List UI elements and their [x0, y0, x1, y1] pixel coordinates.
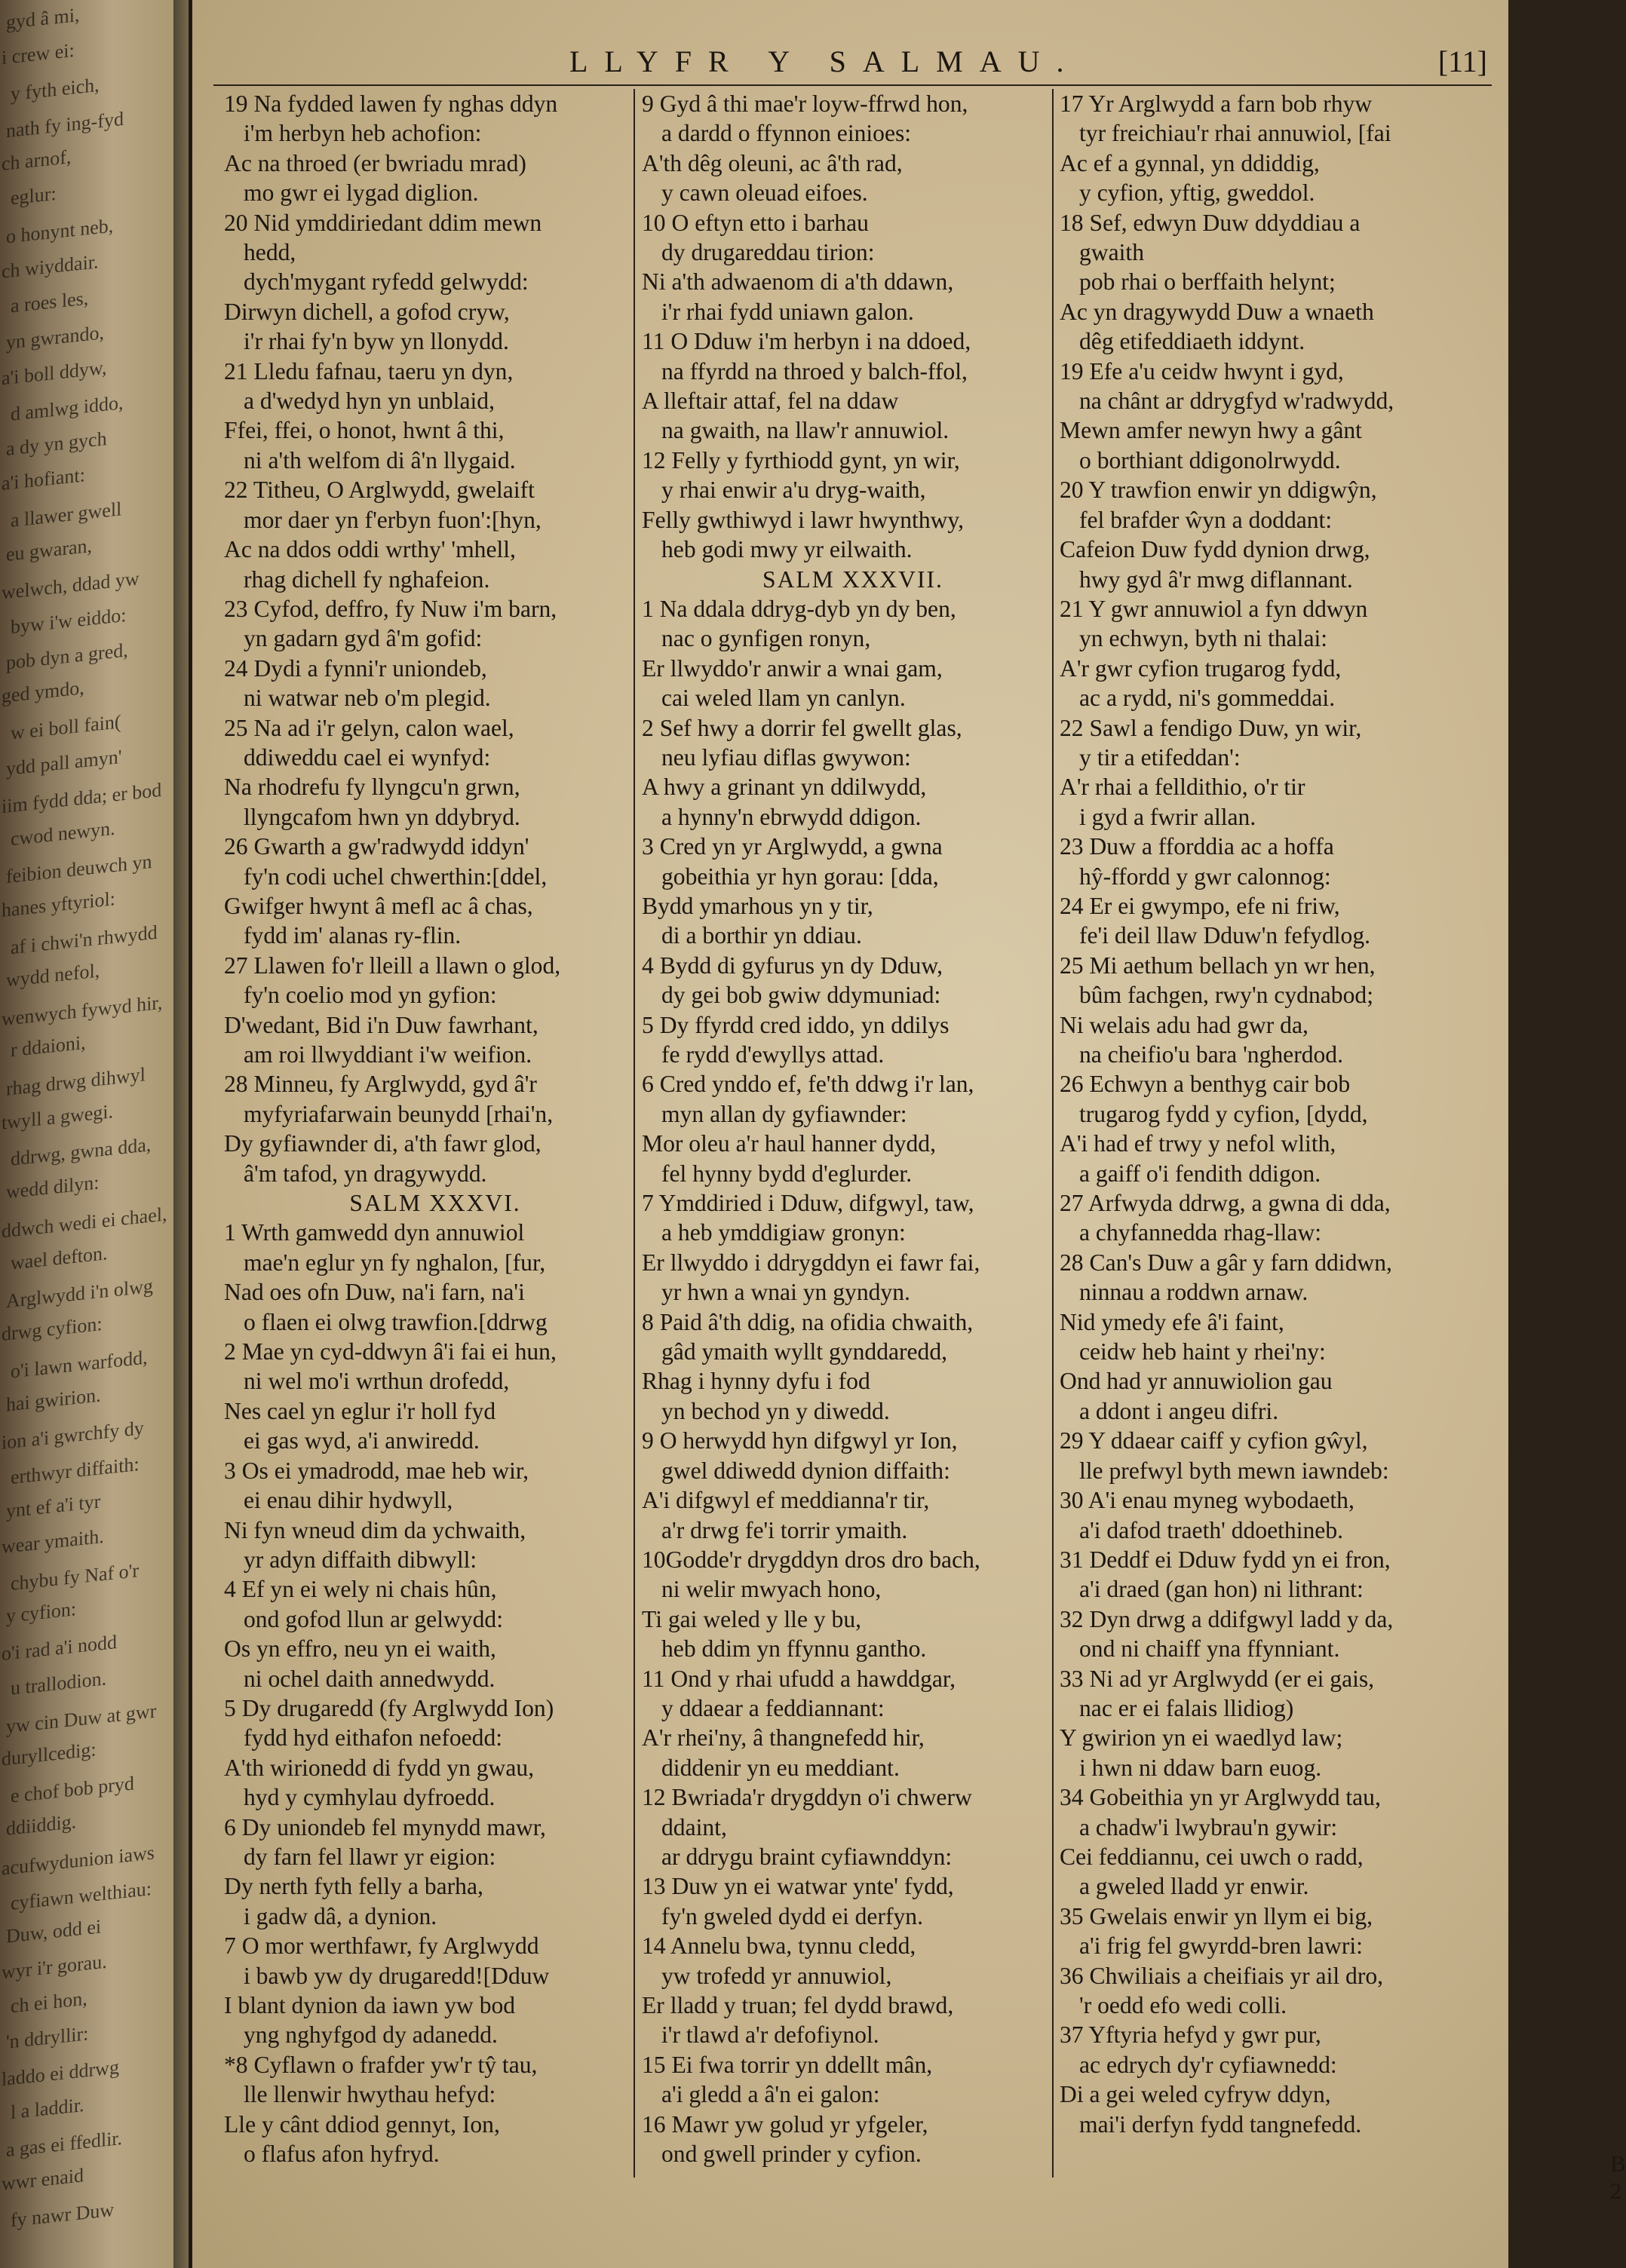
verse-continuation-line: pob rhai o berffaith helynt; [1079, 268, 1336, 296]
verse-continuation-line: na cheifio'u bara 'ngherdod. [1079, 1041, 1343, 1068]
verse-continuation-line: gwel ddiwedd dynion diffaith: [661, 1457, 950, 1484]
verse-continuation-line: a'i dafod traeth' ddoethineb. [1079, 1516, 1344, 1543]
verse-continuation-line: yng nghyfgod dy adanedd. [244, 2021, 498, 2049]
verse-line: Ond had yr annuwiolion gau [1060, 1368, 1333, 1395]
verse-line: 8 Paid â'th ddig, na ofidia chwaith, [642, 1308, 974, 1335]
verse-line: 35 Gwelais enwir yn llym ei big, [1060, 1902, 1373, 1929]
verse-continuation-line: i gadw dâ, a dynion. [244, 1902, 437, 1929]
left-page-fragment: l a laddir. [11, 2093, 84, 2124]
verse-continuation-line: hedd, [244, 239, 296, 266]
verse-continuation-line: llyngcafom hwn yn ddybryd. [244, 803, 520, 830]
left-page-fragment: af i chwi'n rhwydd [11, 921, 158, 959]
verse-continuation-line: a chyfannedda rhag-llaw: [1079, 1219, 1322, 1246]
verse-continuation-line: yn gadarn gyd â'm gofid: [244, 625, 483, 652]
left-page-fragment: ged ymdo, [2, 676, 84, 707]
verse-continuation-line: trugarog fydd y cyfion, [dydd, [1079, 1100, 1368, 1127]
verse-continuation-line: ni wel mo'i wrthun drofedd, [244, 1368, 510, 1395]
left-page-fragment: gyd â mi, [6, 3, 80, 34]
left-page-fragment: y fyth eich, [11, 73, 100, 106]
verse-line: 9 O herwydd hyn difgwyl yr Ion, [642, 1427, 958, 1454]
verse-line: 13 Duw yn ei watwar ynte' fydd, [642, 1873, 954, 1900]
verse-continuation-line: ni welir mwyach hono, [661, 1576, 882, 1603]
psalm-heading: SALM XXXVII. [762, 565, 943, 593]
verse-continuation-line: nac er ei falais llidiog) [1079, 1694, 1294, 1721]
verse-line: 17 Yr Arglwydd a farn bob rhyw [1060, 90, 1373, 117]
verse-line: 10Godde'r drygddyn dros dro bach, [642, 1546, 980, 1573]
verse-continuation-line: na ffyrdd na throed y balch-ffol, [661, 357, 968, 385]
verse-continuation-line: ar ddrygu braint cyfiawnddyn: [661, 1843, 953, 1870]
left-page-fragment: wwr enaid [2, 2164, 84, 2195]
verse-continuation-line: dy gei bob gwiw ddymuniad: [661, 982, 941, 1009]
verse-line: A'r rhai a felldithio, o'r tir [1060, 774, 1305, 801]
left-page-edge [0, 0, 189, 2268]
verse-line: 27 Arfwyda ddrwg, a gwna di dda, [1060, 1190, 1391, 1217]
verse-line: A'i had ef trwy y nefol wlith, [1060, 1130, 1336, 1157]
verse-line: Er lladd y truan; fel dydd brawd, [642, 1992, 954, 2018]
verse-line: 20 Y trawfion enwir yn ddigwŷn, [1060, 477, 1377, 504]
verse-line: *8 Cyflawn o frafder yw'r tŷ tau, [224, 2051, 538, 2078]
verse-line: 27 Llawen fo'r lleill a llawn o glod, [224, 952, 561, 979]
verse-continuation-line: o flafus afon hyfryd. [244, 2141, 440, 2168]
verse-line: 22 Sawl a fendigo Duw, yn wir, [1060, 714, 1362, 741]
left-page-fragment: a dy yn gych [6, 427, 107, 461]
verse-line: D'wedant, Bid i'n Duw fawrhant, [224, 1011, 538, 1038]
left-page-fragment: Duw, odd ei [6, 1915, 102, 1948]
left-page-fragment: w ei boll fain( [11, 710, 121, 744]
verse-line: Nid ymedy efe â'i faint, [1060, 1308, 1284, 1335]
verse-line: 19 Na fydded lawen fy nghas ddyn [224, 90, 558, 117]
verse-line: Cafeion Duw fydd dynion drwg, [1060, 536, 1370, 563]
verse-line: Ni a'th adwaenom di a'th ddawn, [642, 268, 954, 296]
left-page-fragment: erthwyr diffaith: [11, 1453, 140, 1488]
left-page-fragment: i crew ei: [2, 38, 75, 69]
verse-line: 1 Na ddala ddryg-dyb yn dy ben, [642, 595, 956, 622]
verse-continuation-line: i bawb yw dy drugaredd![Dduw [244, 1962, 550, 1989]
left-page-fragment: chybu fy Naf o'r [11, 1559, 140, 1595]
verse-line: Na rhodrefu fy llyngcu'n grwn, [224, 774, 520, 801]
verse-continuation-line: di a borthir yn ddiau. [661, 922, 862, 949]
left-page-fragment: duryllcedig: [2, 1738, 97, 1770]
left-page-fragment: cyfiawn welthiau: [11, 1877, 152, 1914]
left-page-fragment: ddiiddig. [6, 1810, 77, 1840]
verse-line: 4 Bydd di gyfurus yn dy Dduw, [642, 952, 943, 979]
verse-line: 7 O mor werthfawr, fy Arglwydd [224, 1932, 539, 1960]
left-page-fragment: wedd dilyn: [6, 1171, 100, 1203]
verse-continuation-line: mae'n eglur yn fy nghalon, [fur, [244, 1249, 546, 1276]
left-page-fragment: rhag drwg dihwyl [6, 1063, 146, 1100]
verse-continuation-line: yn bechod yn y diwedd. [661, 1397, 890, 1424]
verse-line: 21 Y gwr annuwiol a fyn ddwyn [1060, 595, 1368, 622]
verse-line: A lleftair attaf, fel na ddaw [642, 388, 899, 415]
verse-continuation-line: a chadw'i lwybrau'n gywir: [1079, 1813, 1338, 1840]
page-number: [11] [1437, 44, 1487, 78]
left-page-fragment: twyll a gwegi. [2, 1100, 114, 1134]
verse-continuation-line: i'r rhai fy'n byw yn llonydd. [244, 328, 509, 355]
verse-line: 6 Dy uniondeb fel mynydd mawr, [224, 1813, 546, 1840]
verse-line: Bydd ymarhous yn y tir, [642, 892, 873, 919]
verse-line: 12 Felly y fyrthiodd gynt, yn wir, [642, 446, 960, 474]
verse-continuation-line: ni watwar neb o'm plegid. [244, 685, 491, 712]
left-page-fragment: acufwydunion iaws [2, 1841, 155, 1880]
verse-line: Er llwyddo'r anwir a wnai gam, [642, 654, 943, 682]
verse-continuation-line: ei enau dihir hydwyll, [244, 1487, 453, 1514]
verse-continuation-line: dy farn fel llawr yr eigion: [244, 1843, 496, 1870]
text-column-2 [642, 89, 1064, 2168]
verse-continuation-line: gwaith [1079, 239, 1144, 266]
left-page-fragment: eu gwaran, [6, 535, 93, 565]
verse-continuation-line: ni a'th welfom di â'n llygaid. [244, 446, 516, 474]
left-page-fragment: a gas ei ffedlir. [6, 2126, 123, 2162]
verse-continuation-line: y ddaear a feddiannant: [661, 1694, 885, 1721]
verse-line: 15 Ei fwa torrir yn ddellt mân, [642, 2051, 933, 2078]
left-page-fragment: d amlwg iddo, [11, 391, 124, 425]
verse-line: 11 Ond y rhai ufudd a hawddgar, [642, 1665, 956, 1692]
verse-continuation-line: diddenir yn eu meddiant. [661, 1754, 900, 1781]
left-page-fragment: drwg cyfion: [2, 1312, 103, 1346]
verse-continuation-line: mai'i derfyn fydd tangnefedd. [1079, 2110, 1362, 2138]
verse-continuation-line: o borthiant ddigonolrwydd. [1079, 446, 1341, 474]
verse-continuation-line: ddiweddu cael ei wynfyd: [244, 743, 491, 771]
verse-line: 1 Wrth gamwedd dyn annuwiol [224, 1219, 525, 1246]
verse-continuation-line: yw trofedd yr annuwiol, [661, 1962, 892, 1989]
verse-line: 16 Mawr yw golud yr yfgeler, [642, 2110, 928, 2138]
verse-continuation-line: i'r rhai fydd uniawn galon. [661, 298, 914, 325]
verse-continuation-line: a'i gledd a â'n ei galon: [661, 2081, 880, 2108]
left-page-fragment: ddrwg, gwna dda, [11, 1133, 152, 1170]
header-rule [213, 84, 1492, 86]
verse-line: 33 Ni ad yr Arglwydd (er ei gais, [1060, 1665, 1375, 1692]
verse-continuation-line: ac edrych dy'r cyfiawnedd: [1079, 2051, 1337, 2078]
verse-continuation-line: fel brafder ŵyn a doddant: [1079, 506, 1333, 533]
verse-line: Dy nerth fyth felly a barha, [224, 1873, 483, 1900]
verse-continuation-line: yn echwyn, byth ni thalai: [1079, 625, 1328, 652]
verse-line: 14 Annelu bwa, tynnu cledd, [642, 1932, 916, 1960]
verse-continuation-line: a'i frig fel gwyrdd-bren lawri: [1079, 1932, 1363, 1960]
verse-continuation-line: fel hynny bydd d'eglurder. [661, 1160, 913, 1187]
verse-line: 36 Chwiliais a cheifiais yr ail dro, [1060, 1962, 1384, 1989]
verse-line: Mor oleu a'r haul hanner dydd, [642, 1130, 936, 1157]
verse-continuation-line: 'r oedd efo wedi colli. [1079, 1992, 1287, 2018]
verse-continuation-line: yr adyn diffaith dibwyll: [244, 1546, 477, 1573]
verse-line: 7 Ymddiried i Dduw, difgwyl, taw, [642, 1190, 974, 1217]
verse-line: A hwy a grinant yn ddilwydd, [642, 774, 927, 801]
left-page-fragment: ddwch wedi ei chael, [2, 1203, 167, 1243]
verse-line: 26 Echwyn a benthyg cair bob [1060, 1071, 1351, 1098]
verse-continuation-line: am roi llwyddiant i'w weifion. [244, 1041, 532, 1068]
left-page-fragment: fy nawr Duw [11, 2198, 115, 2232]
verse-continuation-line: hyd y cymhylau dyfroedd. [244, 1784, 495, 1811]
verse-continuation-line: na gwaith, na llaw'r annuwiol. [661, 417, 950, 444]
verse-line: 23 Duw a fforddia ac a hoffa [1060, 833, 1334, 860]
verse-continuation-line: hwy gyd â'r mwg diflannant. [1079, 565, 1353, 593]
verse-line: A'th wirionedd di fydd yn gwau, [224, 1754, 535, 1781]
verse-continuation-line: gobeithia yr hyn gorau: [dda, [661, 863, 939, 890]
verse-continuation-line: a dardd o ffynnon einioes: [661, 120, 912, 147]
verse-continuation-line: y rhai enwir a'u dryg-waith, [661, 477, 926, 504]
verse-line: 6 Cred ynddo ef, fe'th ddwg i'r lan, [642, 1071, 974, 1098]
left-page-fragment: wyr i'r gorau. [2, 1950, 107, 1984]
left-page-fragment: feibion deuwch yn [6, 850, 152, 888]
verse-line: 20 Nid ymddiriedant ddim mewn [224, 209, 542, 236]
verse-continuation-line: dêg etifeddiaeth iddynt. [1079, 328, 1305, 355]
verse-line: 28 Can's Duw a gâr y farn ddidwn, [1060, 1249, 1392, 1276]
left-page-fragment: wael defton. [11, 1242, 108, 1274]
left-page-fragment: ch wiyddair. [2, 250, 99, 283]
verse-continuation-line: ac a rydd, ni's gommeddai. [1079, 685, 1336, 712]
verse-continuation-line: cai weled llam yn canlyn. [661, 685, 906, 712]
verse-line: Ffei, ffei, o honot, hwnt â thi, [224, 417, 505, 444]
verse-continuation-line: bûm fachgen, rwy'n cydnabod; [1079, 982, 1373, 1009]
verse-continuation-line: ddaint, [661, 1813, 727, 1840]
verse-continuation-line: mor daer yn f'erbyn fuon':[hyn, [244, 506, 541, 533]
verse-continuation-line: ond gwell prinder y cyfion. [661, 2141, 922, 2168]
verse-continuation-line: y cawn oleuad eifoes. [661, 179, 868, 207]
verse-continuation-line: dych'mygant ryfedd gelwydd: [244, 268, 529, 296]
left-page-fragment: ydd pall amyn' [6, 745, 122, 780]
verse-continuation-line: a ddont i angeu difri. [1079, 1397, 1279, 1424]
verse-line: 5 Dy ffyrdd cred iddo, yn ddilys [642, 1011, 950, 1038]
verse-continuation-line: heb ddim yn ffynnu gantho. [661, 1635, 927, 1663]
left-page-fragment: cwod newyn. [11, 817, 115, 851]
verse-line: Y gwirion yn ei waedlyd law; [1060, 1724, 1343, 1752]
left-page-fragment: o'i lawn warfodd, [11, 1346, 148, 1383]
verse-line: 37 Yftyria hefyd y gwr pur, [1060, 2021, 1321, 2049]
left-page-fragment: iim fydd dda; er bod [2, 778, 162, 818]
verse-line: Nes cael yn eglur i'r holl fyd [224, 1397, 496, 1424]
left-page-fragment: a roes les, [11, 287, 89, 317]
verse-line: Ac na ddos oddi wrthy' 'mhell, [224, 536, 516, 563]
verse-continuation-line: fe'i deil llaw Dduw'n fefydlog. [1079, 922, 1371, 949]
verse-line: Ti gai weled y lle y bu, [642, 1605, 862, 1632]
verse-line: 31 Deddf ei Dduw fydd yn ei fron, [1060, 1546, 1391, 1573]
verse-line: 22 Titheu, O Arglwydd, gwelaift [224, 477, 535, 504]
verse-line: Gwifger hwynt â mefl ac â chas, [224, 892, 533, 919]
verse-continuation-line: myn allan dy gyfiawnder: [661, 1100, 907, 1127]
verse-line: Lle y cânt ddiod gennyt, Ion, [224, 2110, 500, 2138]
verse-continuation-line: â'm tafod, yn dragywydd. [244, 1160, 487, 1187]
right-page [192, 0, 1626, 2268]
verse-continuation-line: y cyfion, yftig, gweddol. [1079, 179, 1315, 207]
verse-continuation-line: a heb ymddigiaw gronyn: [661, 1219, 906, 1246]
text-column-3 [1060, 89, 1482, 2139]
verse-continuation-line: fy'n codi uchel chwerthin:[ddel, [244, 863, 548, 890]
left-page-fragment: wydd nefol, [6, 959, 100, 991]
verse-line: Ac yn dragywydd Duw a wnaeth [1060, 298, 1374, 325]
verse-line: Ni fyn wneud dim da ychwaith, [224, 1516, 526, 1543]
column-rule-1 [634, 89, 635, 2178]
left-page-fragment: ynt ef a'i tyr [6, 1490, 101, 1522]
left-page-fragment: a llawer gwell [11, 498, 122, 532]
verse-line: Cei feddiannu, cei uwch o radd, [1060, 1843, 1364, 1870]
verse-line: 18 Sef, edwyn Duw ddyddiau a [1060, 209, 1361, 236]
left-page-fragment: yw cin Duw at gwr [6, 1699, 157, 1738]
verse-continuation-line: ceidw heb haint y rhei'ny: [1079, 1338, 1326, 1365]
verse-line: I blant dynion da iawn yw bod [224, 1992, 516, 2018]
verse-continuation-line: nac o gynfigen ronyn, [661, 625, 871, 652]
verse-line: Rhag i hynny dyfu i fod [642, 1368, 870, 1395]
verse-continuation-line: fy'n coelio mod yn gyfion: [244, 982, 497, 1009]
verse-continuation-line: a'i draed (gan hon) ni lithrant: [1079, 1576, 1364, 1603]
verse-continuation-line: yr hwn a wnai yn gyndyn. [661, 1279, 910, 1306]
left-page-fragment: wear ymaith. [2, 1525, 104, 1558]
verse-continuation-line: a gweled lladd yr enwir. [1079, 1873, 1309, 1900]
verse-continuation-line: lle prefwyl byth mewn iawndeb: [1079, 1457, 1389, 1484]
verse-line: Dirwyn dichell, a gofod cryw, [224, 298, 510, 325]
left-page-fragment: r ddaioni, [11, 1031, 86, 1062]
verse-continuation-line: i hwn ni ddaw barn euog. [1079, 1754, 1322, 1781]
verse-continuation-line: fy'n gweled dydd ei derfyn. [661, 1902, 923, 1929]
verse-line: 21 Lledu fafnau, taeru yn dyn, [224, 357, 514, 385]
verse-line: 26 Gwarth a gw'radwydd iddyn' [224, 833, 529, 860]
column-rule-2 [1052, 89, 1054, 2178]
verse-line: 32 Dyn drwg a ddifgwyl ladd y da, [1060, 1605, 1394, 1632]
verse-line: 24 Er ei gwympo, efe ni friw, [1060, 892, 1340, 919]
left-page-fragment: Arglwydd i'n olwg [6, 1274, 153, 1313]
verse-continuation-line: na chânt ar ddrygfyd w'radwydd, [1079, 388, 1394, 415]
verse-line: 10 O eftyn etto i barhau [642, 209, 869, 236]
verse-continuation-line: rhag dichell fy nghafeion. [244, 565, 490, 593]
left-page-fragment: 'n ddryllir: [6, 2022, 89, 2053]
running-head: LLYFR Y SALMAU. [569, 44, 1081, 78]
left-page-fragment: wenwych fywyd hir, [2, 991, 163, 1031]
verse-continuation-line: ond ni chaiff yna ffynniant. [1079, 1635, 1340, 1663]
verse-line: 2 Mae yn cyd-ddwyn â'i fai ei hun, [224, 1338, 557, 1365]
verse-line: A'th dêg oleuni, ac â'th rad, [642, 149, 903, 176]
verse-continuation-line: a d'wedyd hyn yn unblaid, [244, 388, 495, 415]
left-page-fragment: ch arnof, [2, 146, 72, 175]
verse-continuation-line: a'r drwg fe'i torrir ymaith. [661, 1516, 908, 1543]
left-page-fragment: hai gwirion. [6, 1384, 101, 1416]
verse-continuation-line: fe rydd d'ewyllys attad. [661, 1041, 885, 1068]
verse-line: 29 Y ddaear caiff y cyfion gŵyl, [1060, 1427, 1368, 1454]
verse-line: A'r gwr cyfion trugarog fydd, [1060, 654, 1342, 682]
verse-line: 2 Sef hwy a dorrir fel gwellt glas, [642, 714, 962, 741]
verse-continuation-line: a hynny'n ebrwydd ddigon. [661, 803, 922, 830]
verse-line: A'i difgwyl ef meddianna'r tir, [642, 1487, 930, 1514]
psalm-heading: SALM XXXVI. [349, 1190, 521, 1217]
verse-line: Felly gwthiwyd i lawr hwynthwy, [642, 506, 965, 533]
left-page-fragment: yn gwrando, [6, 321, 104, 354]
verse-continuation-line: i'r tlawd a'r defofiynol. [661, 2021, 879, 2049]
verse-continuation-line: ni ochel daith annedwydd. [244, 1665, 495, 1692]
verse-continuation-line: ninnau a roddwn arnaw. [1079, 1279, 1308, 1306]
verse-line: 25 Na ad i'r gelyn, calon wael, [224, 714, 514, 741]
verse-line: Er llwyddo i ddrygddyn ei fawr fai, [642, 1249, 980, 1276]
left-page-fragment: o honynt neb, [6, 214, 114, 248]
verse-continuation-line: neu lyfiau diflas gwywon: [661, 743, 911, 771]
verse-continuation-line: ond gofod llun ar gelwydd: [244, 1605, 503, 1632]
left-page-fragment: y cyfion: [6, 1598, 77, 1627]
verse-continuation-line: fydd im' alanas ry-flin. [244, 922, 462, 949]
verse-line: 30 A'i enau myneg wybodaeth, [1060, 1487, 1354, 1514]
verse-line: Os yn effro, neu yn ei waith, [224, 1635, 496, 1663]
text-column-1 [224, 89, 646, 2168]
verse-line: Nad oes ofn Duw, na'i farn, na'i [224, 1279, 525, 1306]
left-page-fragment: ch ei hon, [11, 1987, 87, 2018]
left-page-fragment: u trallodion. [11, 1667, 107, 1699]
left-page-fragment: a'i boll ddyw, [2, 356, 107, 390]
left-page-fragment: o'i rad a'i nodd [2, 1630, 118, 1666]
verse-continuation-line: heb godi mwy yr eilwaith. [661, 536, 913, 563]
verse-line: 12 Bwriada'r drygddyn o'i chwerw [642, 1784, 972, 1811]
verse-continuation-line: myfyriafarwain beunydd [rhai'n, [244, 1100, 554, 1127]
verse-line: Ac na throed (er bwriadu mrad) [224, 149, 526, 176]
verse-continuation-line: i'm herbyn heb achofion: [244, 120, 482, 147]
verse-continuation-line: dy drugareddau tirion: [661, 239, 875, 266]
verse-line: 23 Cyfod, deffro, fy Nuw i'm barn, [224, 595, 557, 622]
left-page-fragment: a'i hofiant: [2, 464, 85, 495]
verse-continuation-line: hŷ-ffordd y gwr calonnog: [1079, 863, 1331, 890]
left-page-fragment: hanes yftyriol: [2, 887, 115, 921]
left-page-fragment: byw i'w eiddo: [11, 603, 127, 639]
verse-line: 4 Ef yn ei wely ni chais hûn, [224, 1576, 497, 1603]
verse-continuation-line: mo gwr ei lygad diglion. [244, 179, 479, 207]
verse-continuation-line: y tir a etifeddan': [1079, 743, 1241, 771]
printer-signature: B 2 [1610, 2150, 1626, 2204]
verse-line: Ni welais adu had gwr da, [1060, 1011, 1308, 1038]
verse-line: 11 O Dduw i'm herbyn i na ddoed, [642, 328, 971, 355]
verse-continuation-line: a gaiff o'i fendith ddigon. [1079, 1160, 1321, 1187]
verse-continuation-line: lle llenwir hwythau hefyd: [244, 2081, 496, 2108]
verse-continuation-line: fydd hyd eithafon nefoedd: [244, 1724, 503, 1752]
verse-line: A'r rhei'ny, â thangnefedd hir, [642, 1724, 925, 1752]
left-page-fragment: ion a'i gwrchfy dy [2, 1417, 144, 1454]
left-page-fragment: eglur: [11, 182, 57, 210]
verse-line: Mewn amfer newyn hwy a gânt [1060, 417, 1362, 444]
left-page-fragment: e chof bob pryd [11, 1772, 134, 1807]
verse-line: 3 Cred yn yr Arglwydd, a gwna [642, 833, 943, 860]
verse-line: 5 Dy drugaredd (fy Arglwydd Ion) [224, 1694, 554, 1721]
left-page-fragment: nath fy ing-fyd [6, 107, 124, 143]
verse-line: 28 Minneu, fy Arglwydd, gyd â'r [224, 1071, 537, 1098]
verse-line: 9 Gyd â thi mae'r loyw-ffrwd hon, [642, 90, 968, 117]
verse-continuation-line: ei gas wyd, a'i anwiredd. [244, 1427, 480, 1454]
left-page-fragment: welwch, ddad yw [2, 567, 140, 604]
verse-line: 34 Gobeithia yn yr Arglwydd tau, [1060, 1784, 1381, 1811]
verse-continuation-line: tyr freichiau'r rhai annuwiol, [fai [1079, 120, 1391, 147]
verse-line: 24 Dydi a fynni'r uniondeb, [224, 654, 487, 682]
verse-line: Di a gei weled cyfryw ddyn, [1060, 2081, 1331, 2108]
verse-continuation-line: gâd ymaith wyllt gynddaredd, [661, 1338, 948, 1365]
verse-line: Ac ef a gynnal, yn ddiddig, [1060, 149, 1320, 176]
verse-continuation-line: i gyd a fwrir allan. [1079, 803, 1256, 830]
verse-line: Dy gyfiawnder di, a'th fawr glod, [224, 1130, 541, 1157]
verse-line: 3 Os ei ymadrodd, mae heb wir, [224, 1457, 529, 1484]
left-page-fragment: pob dyn a gred, [6, 639, 128, 674]
verse-line: 19 Efe a'u ceidw hwynt i gyd, [1060, 357, 1344, 385]
left-page-fragment: laddo ei ddrwg [2, 2055, 119, 2091]
verse-line: 25 Mi aethum bellach yn wr hen, [1060, 952, 1376, 979]
verse-continuation-line: o flaen ei olwg trawfion.[ddrwg [244, 1308, 548, 1335]
